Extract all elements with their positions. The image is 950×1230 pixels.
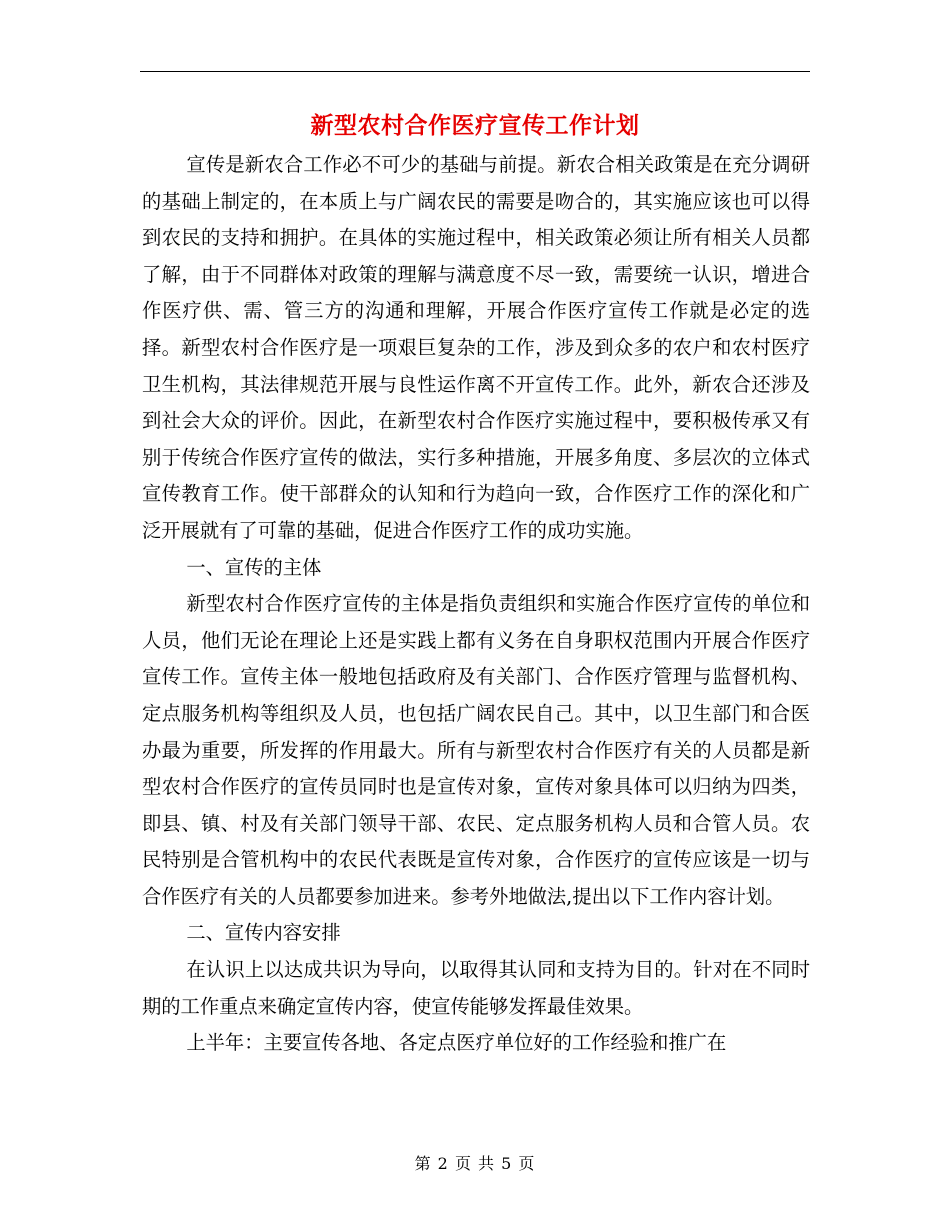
- section-heading-1: 一、宣传的主体: [186, 555, 322, 579]
- body-paragraph: 宣传是新农合工作必不可少的基础与前提。新农合相关政策是在充分调研的基础上制定的，在本质上与广阔农民的需要是吻合的，其实施应该也可以得到农民的支持和拥护。在具体的实施过程中，相关政策必须让所有相关人员都了解，由于不同群体对政策的理解与满意度不尽一致，需要统一认识，增进合作医疗供、需、管三方的沟通和理解，开展合作医疗宣传工作就是必定的选择。新型农村合作医疗是一项艰巨复杂的工作，涉及到众多的农户和农村医疗卫生机构，其法律规范开展与良性运作离不开宣传工作。此外，新农合还涉及到社会大众的评价。因此，在新型农村合作医疗实施过程中，要积极传承又有别于传统合作医疗宣传的做法，实行多种措施，开展多角度、多层次的立体式宣传教育工作。使干部群众的认知和行为趋向一致，合作医疗工作的深化和广泛开展就有了可靠的基础，促进合作医疗工作的成功实施。: [142, 153, 810, 542]
- header-rule: [140, 71, 810, 72]
- page-number: 第 2 页 共 5 页: [414, 1154, 536, 1173]
- body-paragraph: 上半年：主要宣传各地、各定点医疗单位好的工作经验和推广在: [186, 1031, 727, 1055]
- document-body: [142, 147, 810, 1062]
- body-paragraph: 在认识上以达成共识为导向，以取得其认同和支持为目的。针对在不同时期的工作重点来确定宣传内容，使宣传能够发挥最佳效果。: [142, 958, 810, 1018]
- body-paragraph: 新型农村合作医疗宣传的主体是指负责组织和实施合作医疗宣传的单位和人员，他们无论在理论上还是实践上都有义务在自身职权范围内开展合作医疗宣传工作。宣传主体一般地包括政府及有关部门、合作医疗管理与监督机构、定点服务机构等组织及人员，也包括广阔农民自己。其中，以卫生部门和合医办最为重要，所发挥的作用最大。所有与新型农村合作医疗有关的人员都是新型农村合作医疗的宣传员同时也是宣传对象，宣传对象具体可以归纳为四类，即县、镇、村及有关部门领导干部、农民、定点服务机构人员和合管人员。农民特别是合管机构中的农民代表既是宣传对象，合作医疗的宣传应该是一切与合作医疗有关的人员都要参加进来。参考外地做法,提出以下工作内容计划。: [142, 592, 810, 908]
- document-title: 新型农村合作医疗宣传工作计划: [310, 112, 640, 139]
- section-heading-2: 二、宣传内容安排: [186, 921, 341, 945]
